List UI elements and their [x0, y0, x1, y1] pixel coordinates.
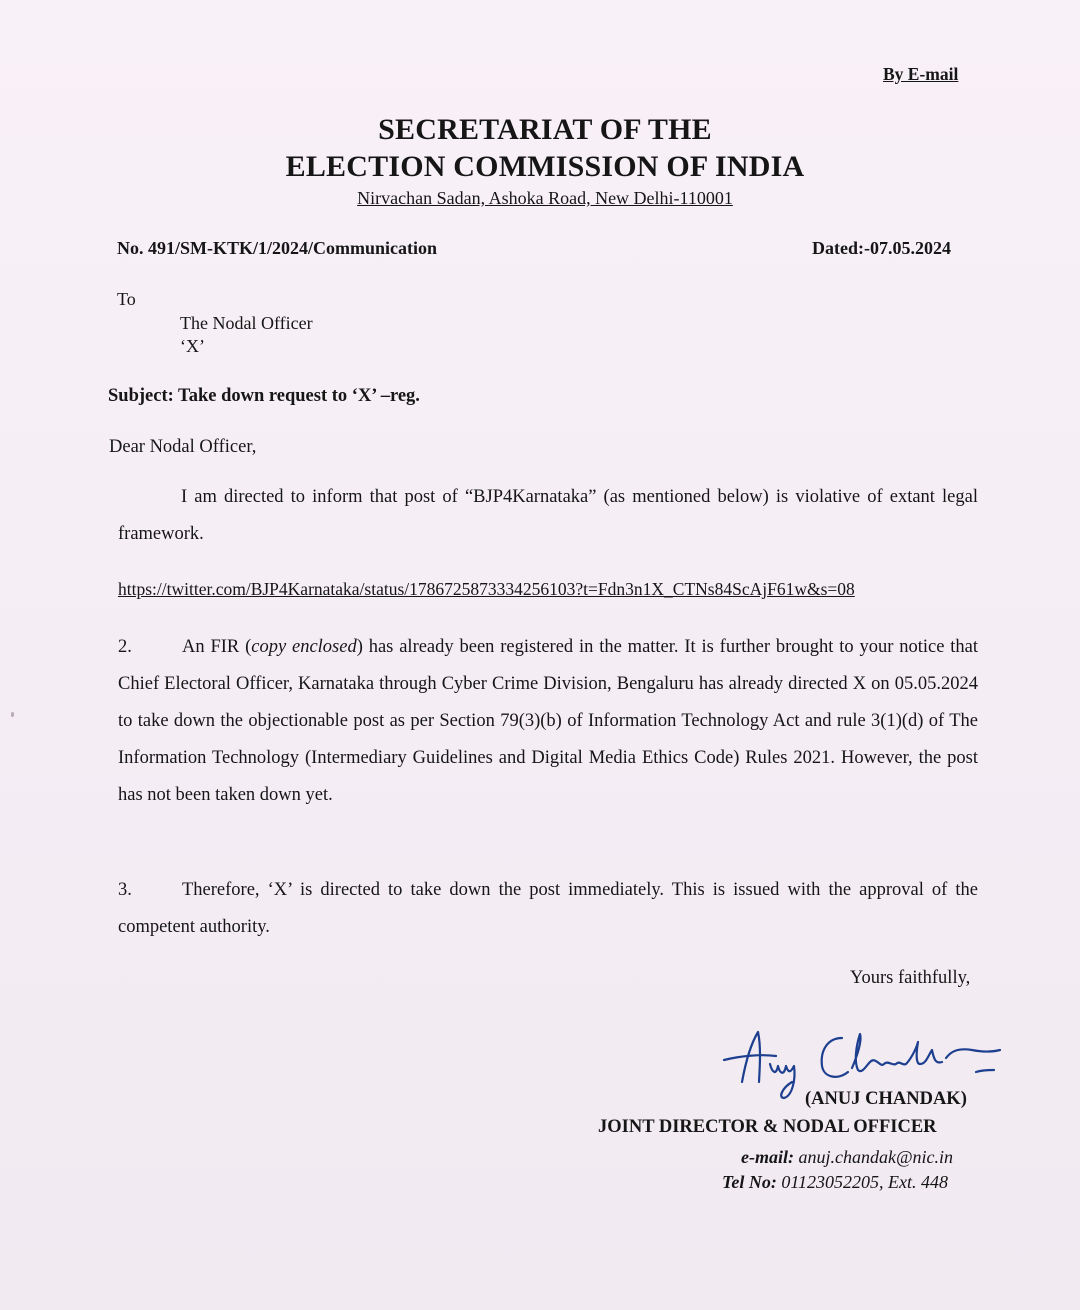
delivery-mode: By E-mail — [883, 64, 959, 84]
tel-label: Tel No: — [722, 1172, 777, 1192]
recipient-to: To — [117, 289, 136, 309]
paragraph-2-italic: copy enclosed — [251, 637, 357, 657]
org-title-line2: ELECTION COMMISSION OF INDIA — [285, 150, 805, 183]
org-address: Nirvachan Sadan, Ashoka Road, New Delhi-110001 — [357, 188, 733, 208]
reference-number: No. 491/SM-KTK/1/2024/Communication — [117, 238, 438, 258]
paragraph-3-number: 3. — [118, 880, 132, 900]
email-address[interactable]: anuj.chandak@nic.in — [798, 1147, 954, 1167]
contact-phone — [722, 1172, 948, 1193]
contact-email — [741, 1147, 953, 1168]
paragraph-2 — [118, 629, 978, 814]
paragraph-3-text: Therefore, ‘X’ is directed to take down the post immediately. This is issued with the approval of the competent authority. — [118, 880, 978, 937]
recipient-line2: ‘X’ — [180, 336, 205, 356]
email-label: e-mail: — [741, 1147, 794, 1167]
paper-speck — [11, 712, 14, 717]
subject-line: Subject: Take down request to ‘X’ –reg. — [108, 386, 420, 406]
paragraph-2-text-start: An FIR ( — [182, 637, 252, 657]
signatory-designation: JOINT DIRECTOR & NODAL OFFICER — [598, 1117, 937, 1137]
signatory-name: (ANUJ CHANDAK) — [805, 1089, 967, 1109]
paragraph-2-number: 2. — [118, 637, 132, 657]
paragraph-3 — [118, 872, 978, 946]
paragraph-1: I am directed to inform that post of “BJP4Karnataka” (as mentioned below) is violative of extant legal framework. — [118, 487, 978, 544]
salutation: Dear Nodal Officer, — [109, 437, 257, 457]
recipient-line1: The Nodal Officer — [180, 313, 313, 333]
complimentary-close: Yours faithfully, — [850, 968, 971, 988]
org-title-line1: SECRETARIAT OF THE — [378, 113, 712, 146]
letter-date: Dated:-07.05.2024 — [812, 238, 951, 258]
tel-number: 01123052205, Ext. 448 — [781, 1172, 948, 1192]
post-url-link[interactable]: https://twitter.com/BJP4Karnataka/status/1786725873334256103?t=Fdn3n1X_CTNs84ScAjF61w&s=08 — [118, 579, 855, 599]
paragraph-2-text-end: ) has already been registered in the matter. It is further brought to your notice that Chief Electoral Officer, Karnataka through Cyber Crime Division, Bengaluru has already directed X on 05.05.2024 to take down the objectionable post as per Section 79(3)(b) of Information Technology Act and rule 3(1)(d) of The Information Technology (Intermediary Guidelines and Digital Media Ethics Code) Rules 2021. However, the post has not been taken down yet. — [118, 637, 978, 805]
